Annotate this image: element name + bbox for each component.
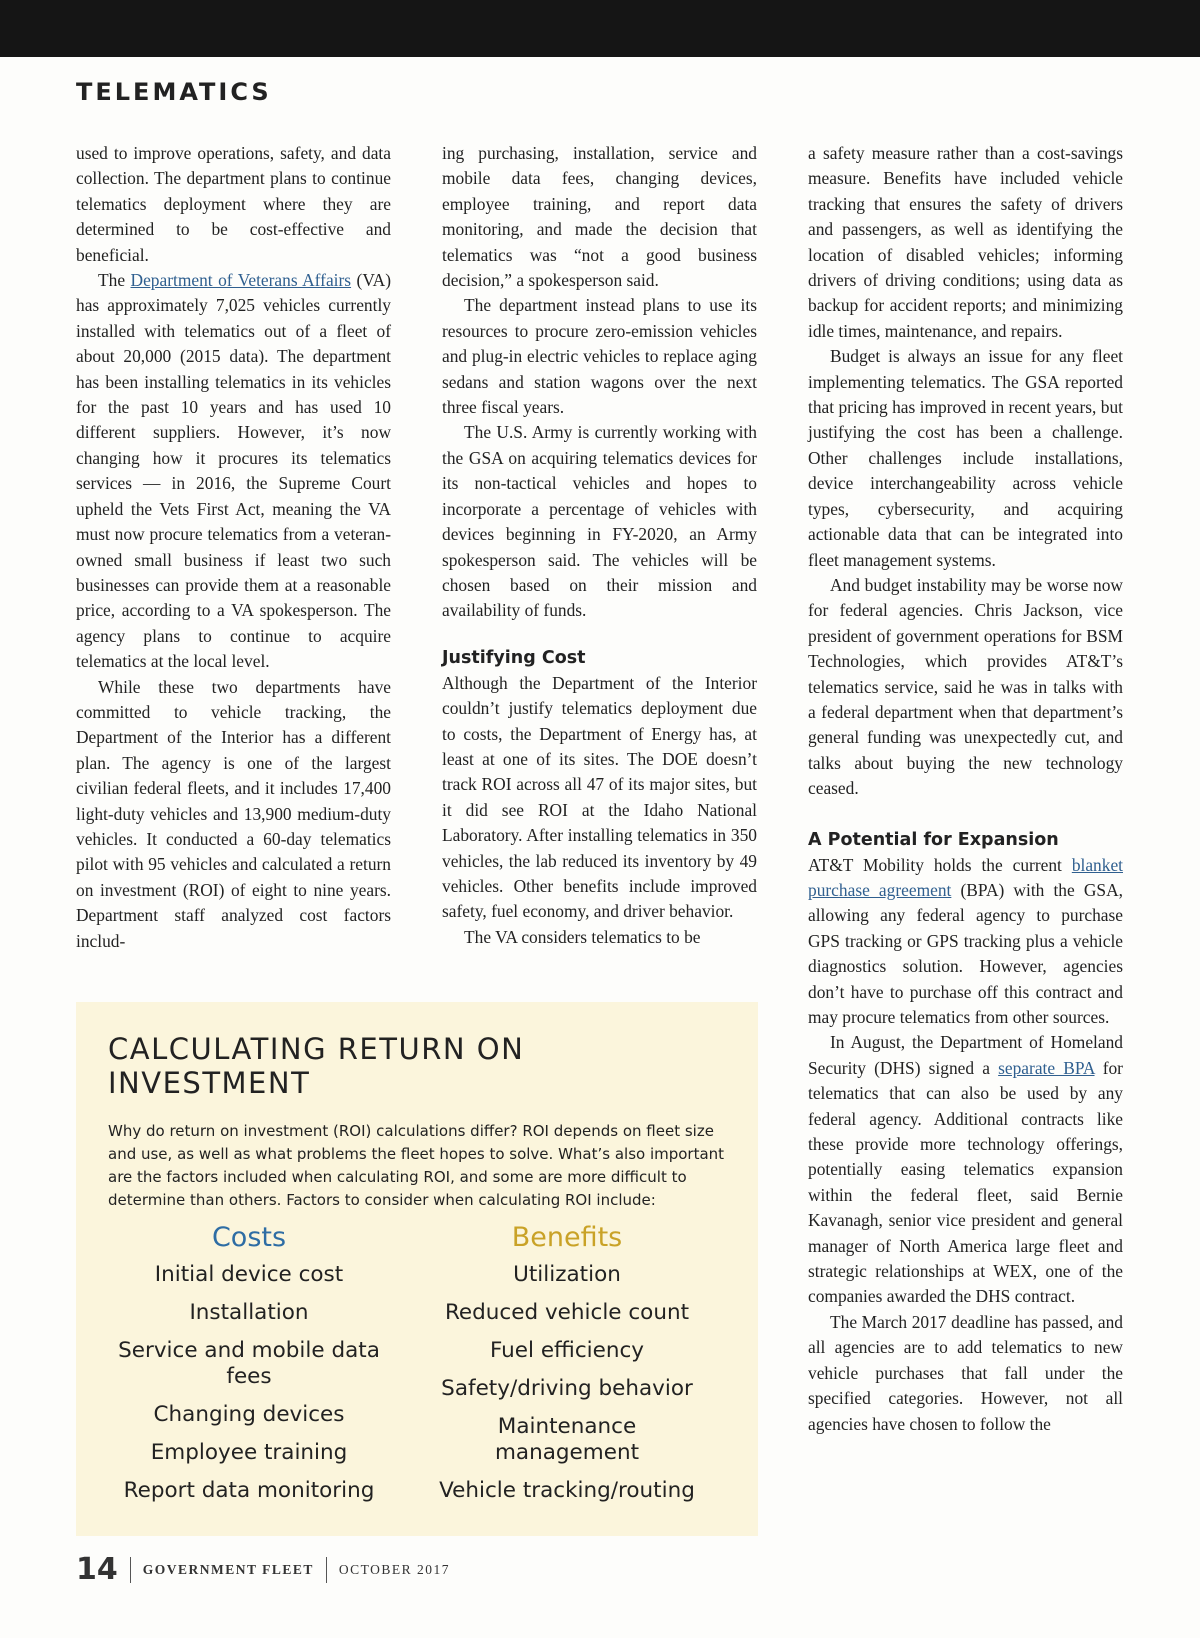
- cost-item: Initial device cost: [154, 1262, 344, 1287]
- col3-p4-before: AT&T Mobility holds the current: [808, 854, 1072, 875]
- benefits-heading: Benefits: [511, 1222, 623, 1253]
- footer-divider: [130, 1557, 131, 1583]
- cost-item: Employee training: [150, 1440, 348, 1465]
- benefit-item: Fuel efficiency: [489, 1338, 645, 1363]
- sidebar-title: CALCULATING RETURN ON INVESTMENT: [108, 1032, 525, 1100]
- footer-divider: [326, 1557, 327, 1583]
- potential-expansion-heading: A Potential for Expansion: [808, 829, 1059, 850]
- cost-item: Service and mobile data fees: [118, 1338, 380, 1389]
- benefits-list: [432, 1218, 702, 1516]
- col3-paragraph-6: The March 2017 deadline has passed, and all agencies are to add telematics to new vehicle purchases that fall under the specified categories. However, not all agencies have chosen to follow the: [808, 1311, 1123, 1434]
- col1-paragraph-3: While these two departments have committed to vehicle tracking, the Department of the Interior has a different plan. The agency is one of the largest civilian federal fleets, and it includes 17,400 light-duty vehicles and 13,900 medium-duty vehicles. It conducted a 60-day telematics pilot with 95 vehicles and calculated a return on investment (ROI) of eight to nine years. Department staff analyzed cost factors includ-: [76, 676, 391, 951]
- roi-sidebar: [76, 1002, 758, 1536]
- col3-p5-after: for telematics that can also be used by any federal agency. Additional contracts like these provide more technology offerings, potentially easing telematics expansion within the federal fleet, said Bernie Kavanagh, senior vice president and general manager of North America large fleet and strategic relationships at WEX, one of the companies awarded the DHS contract.: [808, 1057, 1123, 1307]
- sidebar-intro: Why do return on investment (ROI) calculations differ? ROI depends on fleet size and use, as well as what problems the fleet hopes to solve. What’s also important are the factors included when calculating ROI, and some are more difficult to determine than others. Factors to consider when calculating ROI include:: [108, 1122, 725, 1209]
- col2-paragraph-1: ing purchasing, installation, service and mobile data fees, changing devices, employee training, and report data monitoring, and made the decision that telematics was “not a good business decision,” a spokesperson said.: [442, 143, 757, 291]
- costs-list: [114, 1218, 384, 1516]
- col3-p4-after: (BPA) with the GSA, allowing any federal agency to purchase GPS tracking or GPS tracking plus a vehicle diagnostics solution. However, agencies don’t have to purchase off this contract and may procure telematics from other sources.: [808, 879, 1123, 1027]
- col3-paragraph-5: [808, 1030, 1123, 1309]
- benefit-item: Utilization: [513, 1262, 621, 1287]
- separate-bpa-link[interactable]: separate BPA: [998, 1057, 1095, 1078]
- col3-paragraph-1: a safety measure rather than a cost-savings measure. Benefits have included vehicle tracking that ensures the safety of drivers and passengers, as well as identifying the location of disabled vehicles; informing drivers of driving conditions; using data as backup for accident reports; and minimizing idle times, maintenance, and repairs.: [808, 143, 1123, 341]
- cost-item: Changing devices: [153, 1402, 345, 1427]
- col2-paragraph-2: The department instead plans to use its resources to procure zero-emission vehicles and plug-in electric vehicles to replace aging sedans and station wagons over the next three fiscal years.: [442, 295, 757, 418]
- blanket-purchase-agreement-link[interactable]: blanket purchase agreement: [808, 854, 1123, 900]
- section-label: TELEMATICS: [76, 78, 272, 106]
- col2-paragraph-4: Although the Department of the Interior couldn’t justify telematics deployment due to costs, the Department of Energy has, at least at one of its sites. The DOE doesn’t track ROI across all 47 of its major sites, but it did see ROI at the Idaho National Laboratory. After installing telematics in 350 vehicles, the lab reduced its inventory by 49 vehicles. Other benefits include improved safety, fuel economy, and driver behavior.: [442, 672, 757, 922]
- page-footer: [76, 1552, 450, 1587]
- top-bar: [0, 0, 1200, 57]
- factor-lists: [108, 1218, 728, 1518]
- col1-p2-before: The: [98, 270, 131, 291]
- column-3: [808, 141, 1123, 1437]
- col3-paragraph-4: [808, 853, 1123, 1031]
- costs-heading: Costs: [211, 1222, 287, 1253]
- col1-paragraph-1: used to improve operations, safety, and data collection. The department plans to continue telematics deployment where they are determined to be cost-effective and beneficial.: [76, 143, 391, 265]
- cost-item: Report data monitoring: [123, 1478, 375, 1503]
- benefit-item: Vehicle tracking/routing: [439, 1478, 695, 1503]
- benefit-item: Maintenance management: [494, 1414, 640, 1465]
- col2-paragraph-5: The VA considers telematics to be: [464, 926, 701, 947]
- issue-date: OCTOBER 2017: [338, 1561, 451, 1577]
- col1-p2-after: (VA) has approximately 7,025 vehicles currently installed with telematics out of a fleet of about 20,000 (2015 data). The department has been installing telematics in its vehicles for the past 10 years and has used 10 different suppliers. However, it’s now changing how it procures its telematics services — in 2016, the Supreme Court upheld the Vets First Act, meaning the VA must now procure telematics from a veteran-owned small business if least two such businesses can provide them at a reasonable price, according to a VA spokesperson. The agency plans to continue to acquire telematics at the local level.: [76, 270, 391, 672]
- publication-name: GOVERNMENT FLEET: [142, 1561, 314, 1577]
- column-1: [76, 141, 391, 954]
- veterans-affairs-link[interactable]: Department of Veterans Affairs: [130, 270, 352, 291]
- col3-p5-before: In August, the Department of Homeland Security (DHS) signed a: [808, 1032, 1123, 1078]
- justifying-cost-heading: Justifying Cost: [442, 647, 586, 668]
- col2-paragraph-3: The U.S. Army is currently working with the GSA on acquiring telematics devices for its non-tactical vehicles and hopes to incorporate a percentage of vehicles with devices beginning in FY-2020, an Army spokesperson said. The vehicles will be chosen based on their mission and availability of funds.: [442, 422, 757, 621]
- column-2: [442, 141, 757, 950]
- page-number: 14: [76, 1552, 118, 1587]
- benefit-item: Reduced vehicle count: [444, 1300, 690, 1325]
- cost-item: Installation: [189, 1300, 309, 1325]
- col1-paragraph-2: [76, 268, 391, 675]
- col3-paragraph-2: Budget is always an issue for any fleet implementing telematics. The GSA reported that pricing has improved in recent years, but justifying the cost has been a challenge. Other challenges include installations, device interchangeability across vehicle types, cybersecurity, and acquiring actionable data that can be integrated into fleet management systems.: [808, 346, 1123, 570]
- col3-paragraph-3: And budget instability may be worse now for federal agencies. Chris Jackson, vice president of government operations for BSM Technologies, which provides AT&T’s telematics service, said he was in talks with a federal department when that department’s general funding was unexpectedly cut, and talks about buying the new technology ceased.: [808, 574, 1123, 799]
- benefit-item: Safety/driving behavior: [441, 1376, 693, 1401]
